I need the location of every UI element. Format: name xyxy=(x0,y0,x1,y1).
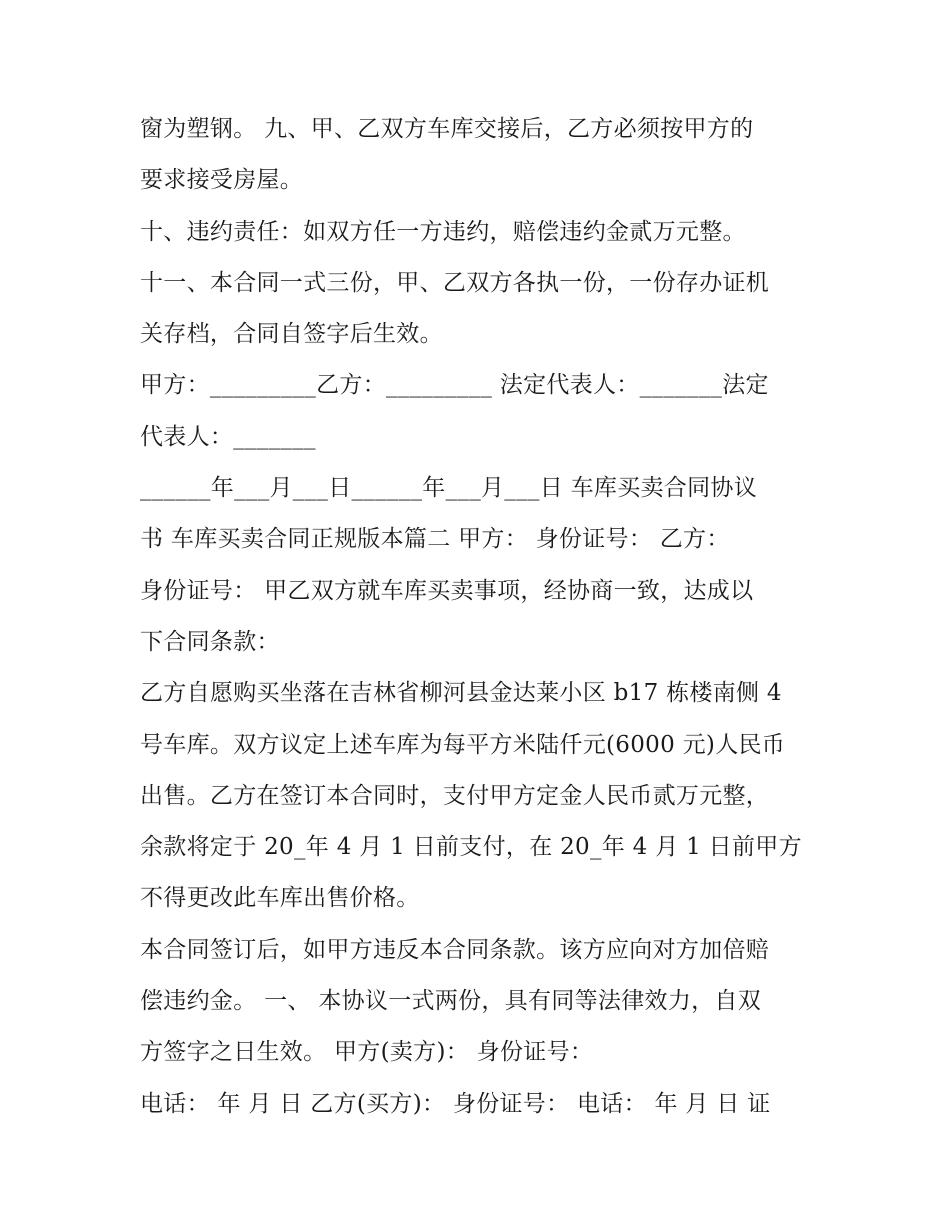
text-line: 书 车库买卖合同正规版本篇二 甲方： 身份证号： 乙方： xyxy=(140,526,730,553)
text-line: 下合同条款： xyxy=(140,628,280,655)
text-line: 十、违约责任：如双方任一方违约，赔偿违约金贰万元整。 xyxy=(140,218,746,245)
text-line: 乙方自愿购买坐落在吉林省柳河县金达莱小区 b17 栋楼南侧 4 xyxy=(140,680,782,707)
text-line: 本合同签订后，如甲方违反本合同条款。该方应向对方加倍赔 xyxy=(140,936,770,963)
signature-line: 甲方：_________乙方：_________ 法定代表人：_______法定 xyxy=(140,372,769,399)
signature-line: 代表人：_______ xyxy=(140,423,316,450)
text-line: 要求接受房屋。 xyxy=(140,167,304,194)
text-line: 身份证号： 甲乙双方就车库买卖事项，经协商一致，达成以 xyxy=(140,577,754,604)
text-line: 不得更改此车库出售价格。 xyxy=(140,885,420,912)
text-line: 偿违约金。 一、 本协议一式两份，具有同等法律效力，自双 xyxy=(140,988,762,1015)
text-line: 十一、本合同一式三份，甲、乙双方各执一份，一份存办证机 xyxy=(140,269,770,296)
text-line: 出售。乙方在签订本合同时，支付甲方定金人民币贰万元整， xyxy=(140,782,770,809)
date-line: ______年___月___日______年___月___日 车库买卖合同协议 xyxy=(140,475,758,502)
text-line: 关存档，合同自签字后生效。 xyxy=(140,321,443,348)
text-line: 余款将定于 20_年 4 月 1 日前支付，在 20_年 4 月 1 日前甲方 xyxy=(140,834,802,861)
document-body xyxy=(140,104,812,1130)
text-line: 号车库。双方议定上述车库为每平方米陆仟元(6000 元)人民币 xyxy=(140,731,786,758)
text-line: 方签字之日生效。 甲方(卖方)： 身份证号： xyxy=(140,1039,594,1066)
text-line: 电话： 年 月 日 乙方(买方)： 身份证号： 电话： 年 月 日 证 xyxy=(140,1090,771,1117)
text-line: 窗为塑钢。 九、甲、乙双方车库交接后，乙方必须按甲方的 xyxy=(140,116,754,142)
